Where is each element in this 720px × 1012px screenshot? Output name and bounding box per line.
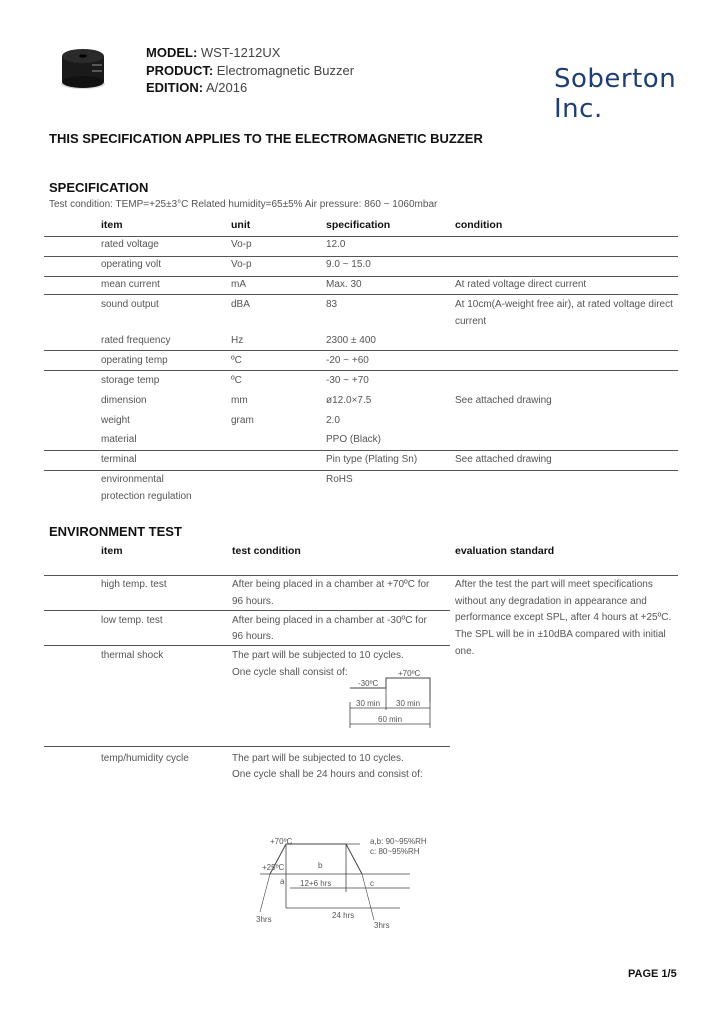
- spec-cell-unit: ºC: [231, 375, 242, 386]
- env-eval-line-5: one.: [455, 646, 475, 657]
- model-line: [146, 45, 280, 60]
- humidity-label-25c: +25ºC: [262, 863, 285, 872]
- env-rule-2: [44, 645, 450, 646]
- spec-cell-item: rated voltage: [101, 239, 159, 250]
- spec-cell-item: operating temp: [101, 355, 168, 366]
- spec-cell-unit: gram: [231, 415, 254, 426]
- spec-cell-condition: See attached drawing: [455, 395, 552, 406]
- env-cond-thermal-shock-2: One cycle shall consist of:: [232, 667, 348, 678]
- spec-cell-spec: RoHS: [326, 474, 353, 485]
- env-cond-temp-humidity-2: One cycle shall be 24 hours and consist of:: [232, 769, 423, 780]
- spec-cell-unit: Vo-p: [231, 239, 252, 250]
- env-eval-line-3: performance except SPL, after 4 hours at +25ºC.: [455, 612, 672, 623]
- edition-value: A/2016: [205, 80, 248, 95]
- product-value: Electromagnetic Buzzer: [216, 63, 355, 78]
- spec-cell-condition: See attached drawing: [455, 454, 552, 465]
- spec-cell-item: rated frequency: [101, 335, 171, 346]
- humidity-label-3hrs-a: 3hrs: [256, 915, 272, 924]
- spec-cell-item: environmental: [101, 474, 164, 485]
- shock-label-cold: -30ºC: [358, 679, 379, 688]
- temp-humidity-diagram: [250, 832, 427, 932]
- spec-cell-spec: Max. 30: [326, 279, 362, 290]
- spec-cell-item: dimension: [101, 395, 147, 406]
- spec-rule: [44, 350, 678, 351]
- humidity-label-12-6hrs: 12+6 hrs: [300, 879, 332, 888]
- product-image: [52, 44, 114, 92]
- spec-cell-condition: At 10cm(A-weight free air), at rated voltage direct: [455, 299, 673, 310]
- spec-cell-spec: 83: [326, 299, 338, 310]
- spec-cell-spec: 12.0: [326, 239, 346, 250]
- brand-logo: Soberton Inc.: [554, 64, 677, 124]
- thermal-shock-diagram: [340, 669, 440, 732]
- spec-cell-unit: dBA: [231, 299, 250, 310]
- spec-cell-spec: 2300 ± 400: [326, 335, 376, 346]
- env-item-thermal-shock: thermal shock: [101, 650, 164, 661]
- env-item-high-temp: high temp. test: [101, 579, 167, 590]
- page-number: PAGE 1/5: [628, 968, 677, 980]
- model-value: WST-1212UX: [200, 45, 281, 60]
- env-rule-1: [44, 610, 450, 611]
- env-cond-thermal-shock-1: The part will be subjected to 10 cycles.: [232, 650, 404, 661]
- spec-cell-condition: At rated voltage direct current: [455, 279, 587, 290]
- env-col-condition: test condition: [232, 545, 301, 557]
- humidity-label-a: a: [280, 877, 285, 886]
- humidity-label-24hrs: 24 hrs: [332, 911, 355, 920]
- env-cond-high-temp-2: 96 hours.: [232, 596, 274, 607]
- spec-cell-item: sound output: [101, 299, 159, 310]
- spec-cell-item: operating volt: [101, 259, 162, 270]
- spec-cell-item: protection regulation: [101, 491, 192, 502]
- spec-cell-item: weight: [101, 415, 130, 426]
- spec-cell-item: storage temp: [101, 375, 160, 386]
- spec-col-item: item: [101, 219, 123, 231]
- shock-label-hot: +70ºC: [398, 669, 421, 678]
- spec-cell-item: mean current: [101, 279, 160, 290]
- edition-line: [146, 80, 247, 95]
- env-item-temp-humidity: temp/humidity cycle: [101, 753, 189, 764]
- env-col-evaluation: evaluation standard: [455, 545, 555, 557]
- spec-rule: [44, 294, 678, 295]
- spec-cell-spec: -20 ~ +60: [326, 355, 369, 366]
- spec-cell-spec: 2.0: [326, 415, 340, 426]
- spec-cell-spec: ø12.0×7.5: [326, 395, 372, 406]
- spec-rule: [44, 370, 678, 371]
- buzzer-image-icon: [52, 44, 114, 92]
- spec-cell-unit: ºC: [231, 355, 242, 366]
- shock-label-60min: 60 min: [378, 715, 403, 724]
- shock-label-30min-b: 30 min: [396, 699, 421, 708]
- shock-label-30min-a: 30 min: [356, 699, 381, 708]
- humidity-label-c-rh: c: 80~95%RH: [370, 847, 420, 856]
- humidity-label-70c: +70ºC: [270, 837, 293, 846]
- env-rule-3: [44, 746, 450, 747]
- model-label: MODEL:: [146, 45, 198, 60]
- spec-col-condition: condition: [455, 219, 503, 231]
- spec-cell-spec: PPO (Black): [326, 434, 382, 445]
- spec-cell-item: material: [101, 434, 137, 445]
- env-heading: ENVIRONMENT TEST: [49, 524, 182, 539]
- spec-test-condition: Test condition: TEMP=+25±3°C Related humidity=65±5% Air pressure: 860 ~ 1060mbar: [49, 199, 438, 210]
- env-cond-low-temp-2: 96 hours.: [232, 631, 274, 642]
- humidity-label-c: c: [370, 879, 374, 888]
- edition-label: EDITION:: [146, 80, 204, 95]
- env-col-item: item: [101, 545, 123, 557]
- spec-cell-spec: -30 ~ +70: [326, 375, 369, 386]
- spec-col-spec: specification: [326, 219, 391, 231]
- spec-cell-spec: Pin type (Plating Sn): [326, 454, 418, 465]
- spec-col-unit: unit: [231, 219, 251, 231]
- spec-heading: SPECIFICATION: [49, 180, 149, 195]
- env-cond-low-temp-1: After being placed in a chamber at -30ºC for: [232, 615, 427, 626]
- spec-cell-unit: mA: [231, 279, 246, 290]
- env-eval-line-1: After the test the part will meet specifications: [455, 579, 653, 590]
- product-label: PRODUCT:: [146, 63, 214, 78]
- spec-cell-unit: Hz: [231, 335, 244, 346]
- spec-cell-spec: 9.0 ~ 15.0: [326, 259, 371, 270]
- humidity-label-3hrs-b: 3hrs: [374, 921, 390, 930]
- spec-cell-condition: current: [455, 316, 487, 327]
- env-eval-line-4: The SPL will be in ±10dBA compared with initial: [455, 629, 666, 640]
- env-eval-line-2: without any degradation in appearance and: [455, 596, 647, 607]
- doc-title: THIS SPECIFICATION APPLIES TO THE ELECTROMAGNETIC BUZZER: [49, 131, 483, 146]
- env-item-low-temp: low temp. test: [101, 615, 163, 626]
- spec-cell-unit: mm: [231, 395, 248, 406]
- env-cond-temp-humidity-1: The part will be subjected to 10 cycles.: [232, 753, 404, 764]
- humidity-label-b: b: [318, 861, 323, 870]
- humidity-label-ab-rh: a,b: 90~95%RH: [370, 837, 427, 846]
- spec-cell-item: terminal: [101, 454, 137, 465]
- env-cond-high-temp-1: After being placed in a chamber at +70ºC for: [232, 579, 430, 590]
- spec-cell-unit: Vo-p: [231, 259, 252, 270]
- product-line: [146, 63, 354, 78]
